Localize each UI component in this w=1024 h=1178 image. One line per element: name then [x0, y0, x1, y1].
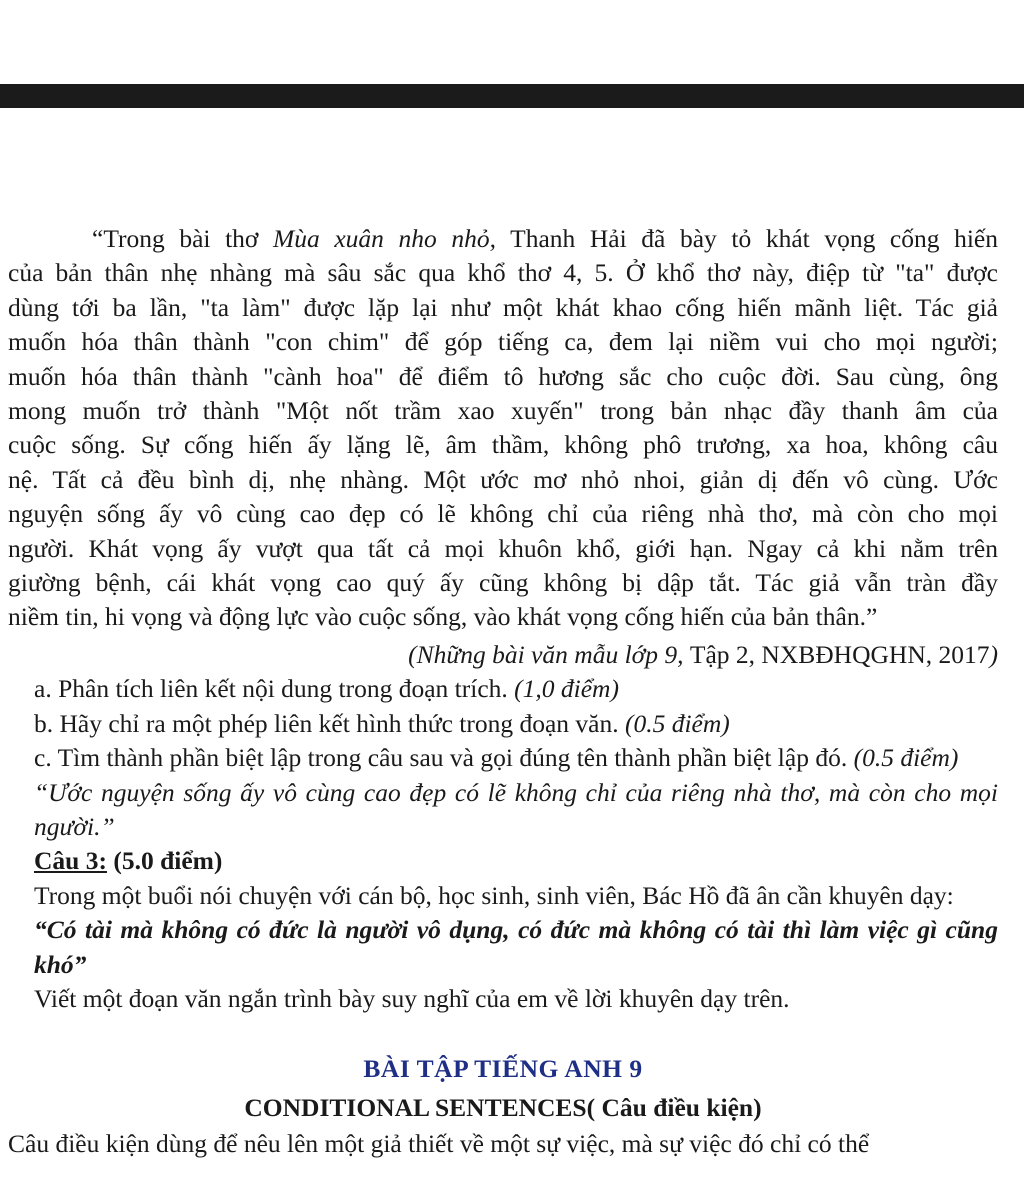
passage-last-line: niềm tin, hi vọng và động lực vào cuộc sống, vào khát vọng cống hiến của bản thân.”: [8, 602, 878, 632]
question-c-quote: “Ước nguyện sống ấy vô cùng cao đẹp có lẽ không chỉ của riêng nhà thơ, mà còn cho mọi người.”: [34, 777, 998, 841]
passage-line: muốn hóa thân thành "cành hoa" để điểm tô hương sắc cho cuộc đời. Sau cùng, ông: [8, 361, 998, 391]
top-margin: [0, 0, 1024, 84]
english-section-subtitle: CONDITIONAL SENTENCES( Câu điều kiện): [244, 1092, 762, 1122]
question-a-points: (1,0 điểm): [514, 674, 619, 704]
passage-line: cuộc sống. Sự cống hiến ấy lặng lẽ, âm thầm, không phô trương, xa hoa, không câu: [8, 430, 998, 460]
passage-line: nguyện sống ấy vô cùng cao đẹp có lẽ không chỉ của riêng nhà thơ, mà còn cho mọi: [8, 499, 998, 529]
cau3-heading: [34, 844, 998, 878]
passage-line: mong muốn trở thành "Một nốt trầm xao xuyến" trong bản nhạc đầy thanh âm của: [8, 396, 998, 426]
cau3-label: Câu 3:: [34, 846, 107, 876]
document-page: [8, 222, 998, 1162]
passage-line: muốn hóa thân thành "con chim" để góp tiếng ca, đem lại niềm vui cho mọi người;: [8, 327, 998, 357]
passage-line-1-suffix: Thanh Hải đã bày tỏ khát vọng cống hiến: [496, 224, 998, 253]
cau3-task: Viết một đoạn văn ngắn trình bày suy nghĩ của em về lời khuyên dạy trên.: [34, 983, 790, 1013]
poem-title: Mùa xuân nho nhỏ,: [273, 224, 496, 253]
question-a: [34, 672, 998, 706]
question-b: [34, 707, 998, 741]
question-c-text: c. Tìm thành phần biệt lập trong câu sau và gọi đúng tên thành phần biệt lập đó.: [34, 743, 854, 773]
passage-line: người. Khát vọng ấy vượt qua tất cả mọi khuôn khổ, giới hạn. Ngay cả khi nằm trên: [8, 533, 998, 563]
source-citation: [8, 638, 998, 672]
cau3-intro: Trong một buổi nói chuyện với cán bộ, học sinh, sinh viên, Bác Hồ đã ân cần khuyên dạy:: [34, 880, 954, 910]
question-b-text: b. Hãy chỉ ra một phép liên kết hình thức trong đoạn văn.: [34, 708, 625, 738]
passage-line-1-prefix: “Trong bài thơ: [92, 224, 274, 253]
source-publisher: Tập 2, NXBĐHQGHN, 2017: [689, 639, 990, 669]
cau3-points: (5.0 điểm): [106, 846, 223, 876]
cau3-quote: “Có tài mà không có đức là người vô dụng, có đức mà không có tài thì làm việc gì cũng khó”: [34, 915, 998, 979]
source-close: ): [989, 639, 998, 669]
passage-line: giường bệnh, cái khát vọng cao quý ấy cũng không bị dập tắt. Tác giả vẫn tràn đầy: [8, 568, 998, 598]
question-c-points: (0.5 điểm): [853, 743, 959, 773]
question-b-points: (0.5 điểm): [624, 708, 730, 738]
english-section-intro: Câu điều kiện dùng để nêu lên một giả thiết về một sự việc, mà sự việc đó chỉ có thể: [8, 1129, 870, 1159]
passage-line: nệ. Tất cả đều bình dị, nhẹ nhàng. Một ước mơ nhỏ nhoi, giản dị đến vô cùng. Ước: [8, 464, 998, 494]
source-book: (Những bài văn mẫu lớp 9,: [408, 639, 690, 669]
question-a-text: a. Phân tích liên kết nội dung trong đoạn trích.: [34, 674, 515, 704]
top-bar: [0, 84, 1024, 108]
passage: [8, 222, 998, 635]
passage-line: dùng tới ba lần, "ta làm" được lặp lại như một khát khao cống hiến mãnh liệt. Tác giả: [8, 292, 998, 322]
passage-line: của bản thân nhẹ nhàng mà sâu sắc qua khổ thơ 4, 5. Ở khổ thơ này, điệp từ "ta" được: [8, 258, 998, 288]
question-c: [34, 741, 998, 775]
english-section-title: BÀI TẬP TIẾNG ANH 9: [363, 1054, 643, 1084]
passage-line-1: [8, 222, 998, 256]
